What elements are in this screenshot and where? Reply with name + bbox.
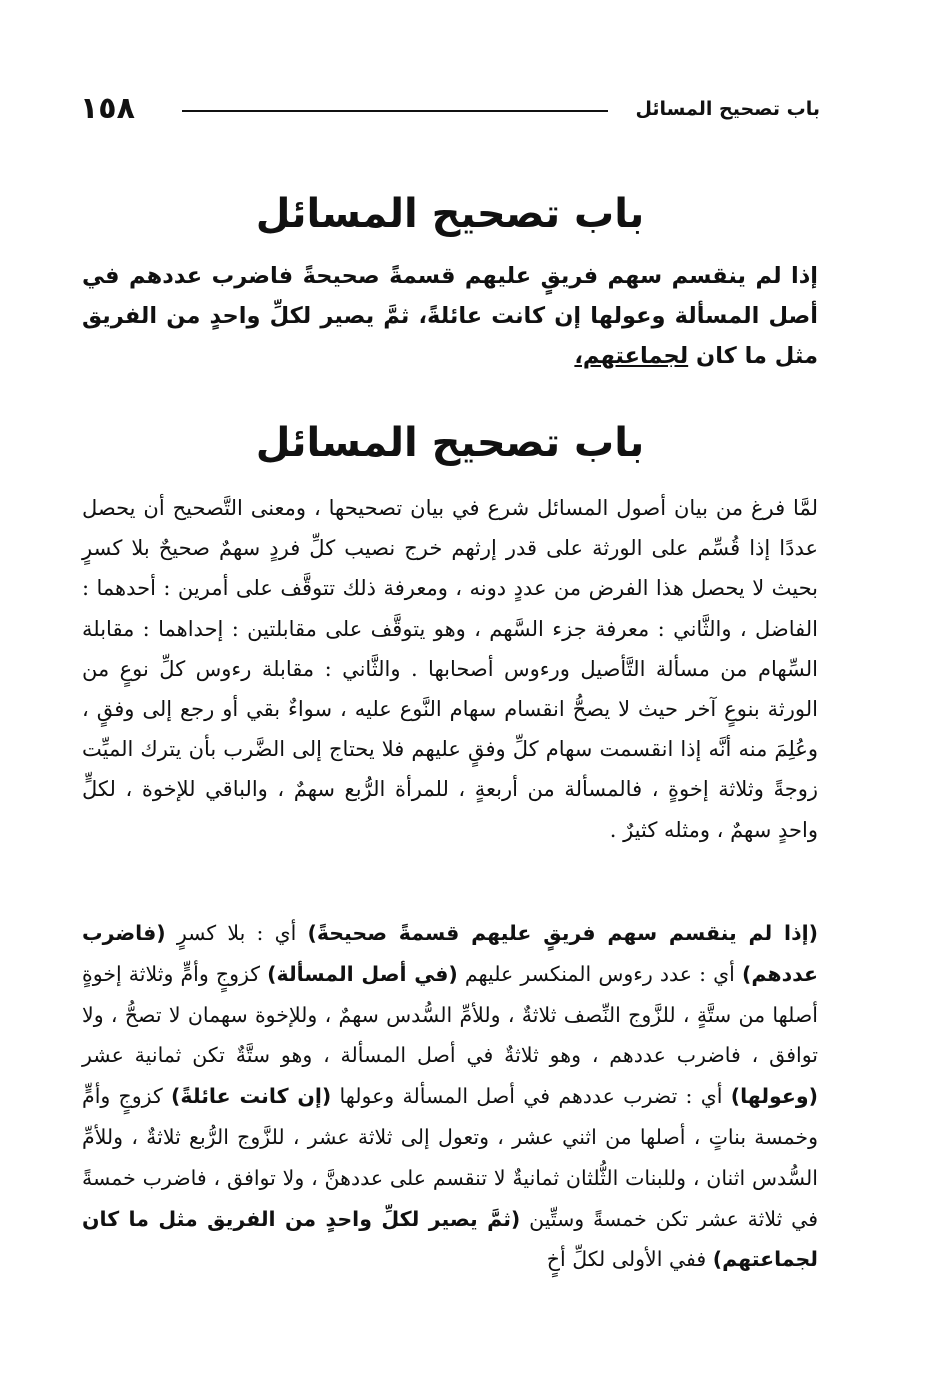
matn-chapter-title: باب تصحيح المسائل xyxy=(255,191,645,237)
quoted-matn: (فاضرب عددهم) xyxy=(82,921,819,986)
quoted-matn: (في أصل المسألة) xyxy=(267,961,458,986)
explanation-text: ففي الأولى لكلِّ أخٍ xyxy=(546,1247,713,1272)
explanation-text: أي : بلا كسرٍ xyxy=(165,921,308,945)
quoted-matn: (إن كانت عائلةً) xyxy=(171,1084,332,1109)
explanation-text: كزوجٍ وأمٍّ وثلاثة إخوةٍ أصلها من ستَّةٍ ، للزَّوج النِّصف ثلاثةٌ ، وللأمِّ السُّدس سهمٌ ، وللإخوة سهمان لا تصحُّ ، ولا توافق ، فاضرب عددهم ، وهو ثلاثةٌ في أصل المسألة ، وهو ستَّةٌ تكن ثمانية عشر xyxy=(82,961,818,1068)
page-number: ١٥٨ xyxy=(80,91,135,126)
commentary-paragraph: لمَّا فرغ من بيان أصول المسائل شرع في بيان تصحيحها ، ومعنى التَّصحيح أن يحصل عددًا إذا قُسِّم على الورثة على قدر إرثهم خرج نصيب كلِّ فردٍ سهمٌ صحيحٌ بلا كسرٍ بحيث لا يحصل هذا الفرض من عددٍ دونه ، ومعرفة ذلك تتوقَّف على أمرين : أحدهما : الفاضل ، والثَّاني : معرفة جزء السَّهم ، وهو يتوقَّف على مقابلتين : إحداهما : مقابلة السِّهام من مسألة التَّأصيل ورءوس أصحابها . والثَّاني : مقابلة رءوس كلِّ نوعٍ من الورثة بنوعٍ آخر حيث لا يصحُّ انقسام سهام النَّوع عليه ، سواءٌ بقي أو رجع إلى وفقٍ ، وعُلِمَ منه أنَّه إذا انقسمت سهام كلِّ وفقٍ عليهم فلا يحتاج إلى الضَّرب بأن يترك الميِّت زوجةً وثلاثة إخوةٍ ، فالمسألة من أربعةٍ ، للمرأة الرُّبع سهمٌ ، والباقي للإخوة ، لكلٍّ واحدٍ سهمٌ ، ومثله كثيرٌ . xyxy=(82,496,818,842)
explanation-text: كزوجٍ وأمٍّ وخمسة بناتٍ ، أصلها من اثني عشر ، وتعول إلى ثلاثة عشر ، للزَّوج الرُّبع ثلاثةٌ ، وللأمِّ السُّدس اثنان ، وللبنات الثُّلثان ثمانيةٌ لا تنقسم على عددهنَّ ، ولا توافق ، فاضرب خمسةً في ثلاثة عشر تكن خمسةً وستِّين xyxy=(82,1084,818,1231)
running-header xyxy=(80,92,820,128)
matn-body: إذا لم ينقسم سهم فريقٍ عليهم قسمةً صحيحةً فاضرب عددهم في أصل المسألة وعولها إن كانت عائلةً، ثمَّ يصير لكلِّ واحدٍ من الفريق مثل ما كان xyxy=(82,263,818,369)
sharh-chapter-title: باب تصحيح المسائل xyxy=(255,420,645,466)
explanation-paragraph xyxy=(82,913,818,1280)
running-title: باب تصحيح المسائل xyxy=(635,98,820,120)
quoted-matn: (وعولها) xyxy=(730,1084,818,1109)
explanation-text: أي : تضرب عددهم في أصل المسألة وعولها xyxy=(331,1084,731,1109)
quoted-matn: (إذا لم ينقسم سهم فريقٍ عليهم قسمةً صحيحةً) xyxy=(307,921,818,945)
matn-text xyxy=(82,256,818,376)
explanation-text: أي : عدد رءوس المنكسر عليهم xyxy=(457,961,742,986)
quoted-matn: (ثمَّ يصير لكلِّ واحدٍ من الفريق مثل ما كان لجماعتهم) xyxy=(82,1206,818,1272)
header-rule xyxy=(182,110,608,112)
matn-body-end: لجماعتهم، xyxy=(574,343,689,369)
